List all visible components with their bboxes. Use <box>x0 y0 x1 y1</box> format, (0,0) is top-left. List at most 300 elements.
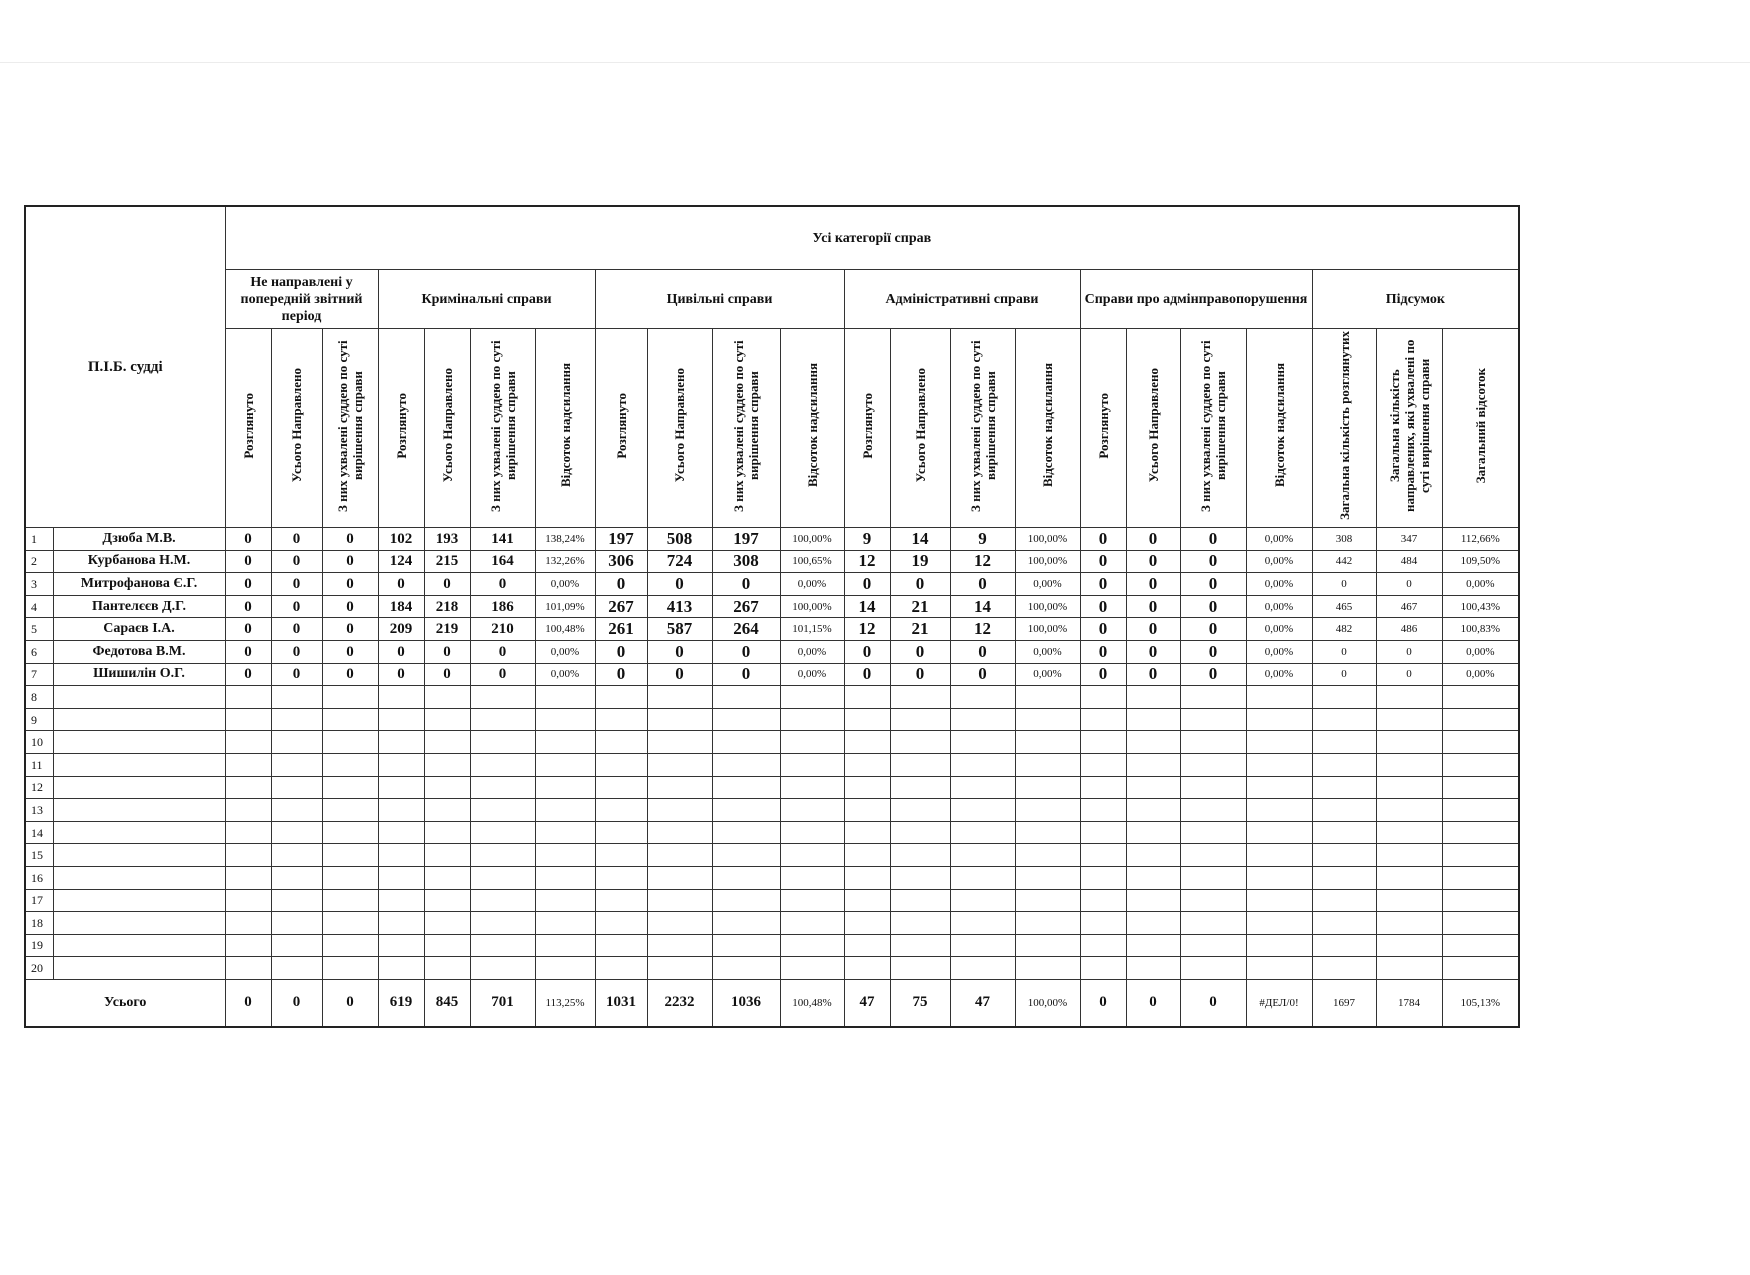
judge-name: Федотова В.М. <box>53 640 225 663</box>
table-cell <box>271 934 322 957</box>
table-cell: 0 <box>1180 528 1246 551</box>
table-row <box>25 550 1519 573</box>
column-header <box>1312 329 1376 528</box>
table-cell <box>1442 731 1519 754</box>
table-cell <box>1015 889 1080 912</box>
table-cell: 0 <box>1180 595 1246 618</box>
table-cell <box>1442 776 1519 799</box>
table-cell <box>712 776 780 799</box>
judge-name: Пантелєєв Д.Г. <box>53 595 225 618</box>
table-cell <box>595 912 647 935</box>
table-cell <box>950 821 1015 844</box>
table-cell <box>378 753 424 776</box>
table-cell: 306 <box>595 550 647 573</box>
table-cell <box>780 776 844 799</box>
table-cell <box>780 889 844 912</box>
table-cell <box>1312 731 1376 754</box>
table-cell <box>1442 686 1519 709</box>
table-cell <box>1312 912 1376 935</box>
table-cell <box>844 934 890 957</box>
table-row <box>25 640 1519 663</box>
table-cell <box>1015 708 1080 731</box>
table-cell <box>1246 934 1312 957</box>
table-cell <box>595 731 647 754</box>
table-cell <box>712 889 780 912</box>
column-header-label: Розглянуто <box>393 392 409 459</box>
table-cell <box>1180 889 1246 912</box>
group-header: Кримінальні справи <box>378 270 595 329</box>
table-cell: 0,00% <box>1015 663 1080 686</box>
table-cell <box>225 753 271 776</box>
table-cell <box>1180 912 1246 935</box>
table-cell: 261 <box>595 618 647 641</box>
table-cell <box>378 799 424 822</box>
table-cell <box>1246 708 1312 731</box>
table-cell <box>1312 753 1376 776</box>
table-cell: 109,50% <box>1442 550 1519 573</box>
table-cell <box>1080 799 1126 822</box>
table-cell: 9 <box>844 528 890 551</box>
table-cell <box>424 731 470 754</box>
table-row <box>25 573 1519 596</box>
table-cell <box>322 866 378 889</box>
table-cell <box>424 912 470 935</box>
table-cell: 0 <box>225 640 271 663</box>
table-cell: 0,00% <box>1442 663 1519 686</box>
group-header: Справи про адмінправопорушення <box>1080 270 1312 329</box>
table-cell <box>890 821 950 844</box>
table-cell: 0 <box>322 595 378 618</box>
total-cell: 701 <box>470 979 535 1027</box>
column-header <box>844 329 890 528</box>
table-cell <box>712 799 780 822</box>
row-number: 17 <box>25 889 53 912</box>
table-cell: 209 <box>378 618 424 641</box>
table-cell <box>470 731 535 754</box>
table-cell <box>322 776 378 799</box>
table-cell <box>647 753 712 776</box>
column-header-label: Усього Направлено <box>439 368 455 483</box>
row-number: 13 <box>25 799 53 822</box>
table-cell <box>1246 753 1312 776</box>
column-header <box>271 329 322 528</box>
table-cell <box>535 912 595 935</box>
table-cell: 0 <box>1126 618 1180 641</box>
table-cell: 0,00% <box>1246 640 1312 663</box>
table-cell: 442 <box>1312 550 1376 573</box>
table-cell: 0,00% <box>1246 618 1312 641</box>
table-cell: 0 <box>424 663 470 686</box>
row-number: 15 <box>25 844 53 867</box>
table-cell <box>595 934 647 957</box>
total-cell: 75 <box>890 979 950 1027</box>
table-cell: 0 <box>470 573 535 596</box>
column-header <box>322 329 378 528</box>
table-cell <box>322 753 378 776</box>
table-cell <box>535 731 595 754</box>
table-cell <box>890 957 950 980</box>
table-cell <box>470 934 535 957</box>
table-cell: 587 <box>647 618 712 641</box>
table-cell <box>1376 776 1442 799</box>
table-row <box>25 957 1519 980</box>
table-cell: 100,00% <box>780 528 844 551</box>
column-header <box>890 329 950 528</box>
table-cell: 100,43% <box>1442 595 1519 618</box>
table-cell <box>470 776 535 799</box>
table-cell: 0 <box>271 640 322 663</box>
table-cell: 0 <box>712 640 780 663</box>
table-cell: 0 <box>271 663 322 686</box>
table-cell <box>647 889 712 912</box>
table-cell <box>1246 844 1312 867</box>
table-cell <box>271 889 322 912</box>
table-cell: 0 <box>1180 618 1246 641</box>
table-cell <box>1126 889 1180 912</box>
column-header-label: Усього Направлено <box>1145 368 1161 483</box>
table-cell <box>890 844 950 867</box>
table-cell <box>890 934 950 957</box>
column-header <box>780 329 844 528</box>
table-cell <box>780 686 844 709</box>
table-cell: 12 <box>844 550 890 573</box>
table-cell <box>378 844 424 867</box>
total-label: Усього <box>25 979 225 1027</box>
table-cell: 100,48% <box>535 618 595 641</box>
table-cell <box>1126 753 1180 776</box>
table-cell <box>1180 799 1246 822</box>
table-cell: 21 <box>890 618 950 641</box>
table-cell <box>844 957 890 980</box>
table-cell <box>378 957 424 980</box>
table-cell <box>595 957 647 980</box>
judge-name <box>53 686 225 709</box>
table-cell: 100,83% <box>1442 618 1519 641</box>
table-cell: 0 <box>1180 550 1246 573</box>
table-cell: 0 <box>1312 640 1376 663</box>
table-cell <box>595 799 647 822</box>
table-cell <box>470 686 535 709</box>
row-number: 12 <box>25 776 53 799</box>
table-cell: 197 <box>595 528 647 551</box>
judges-report-table <box>24 205 1520 1028</box>
table-cell <box>1080 889 1126 912</box>
table-cell: 0 <box>712 573 780 596</box>
table-cell: 0 <box>322 550 378 573</box>
table-cell <box>1442 799 1519 822</box>
table-cell: 164 <box>470 550 535 573</box>
column-header-label: Загальна кількість направлених, які ухвалені по суті вирішення справи <box>1386 339 1432 512</box>
column-header <box>712 329 780 528</box>
row-number: 16 <box>25 866 53 889</box>
table-cell: 0 <box>271 528 322 551</box>
table-cell <box>535 934 595 957</box>
table-cell <box>378 821 424 844</box>
table-cell <box>1312 821 1376 844</box>
table-cell <box>1126 912 1180 935</box>
table-cell: 0 <box>225 573 271 596</box>
table-cell <box>322 708 378 731</box>
table-cell: 0 <box>1080 595 1126 618</box>
table-cell: 0 <box>1180 663 1246 686</box>
column-header <box>950 329 1015 528</box>
table-cell <box>1126 957 1180 980</box>
table-cell <box>712 957 780 980</box>
table-cell: 0,00% <box>1246 528 1312 551</box>
column-header <box>470 329 535 528</box>
total-cell: 0 <box>1080 979 1126 1027</box>
table-cell <box>378 776 424 799</box>
table-cell <box>1015 731 1080 754</box>
table-cell <box>535 821 595 844</box>
table-cell: 0 <box>844 573 890 596</box>
total-cell: 0 <box>1180 979 1246 1027</box>
table-cell <box>378 686 424 709</box>
table-cell <box>378 889 424 912</box>
table-cell: 0 <box>322 640 378 663</box>
table-cell <box>780 912 844 935</box>
table-cell <box>950 844 1015 867</box>
table-cell <box>1126 866 1180 889</box>
judge-name: Курбанова Н.М. <box>53 550 225 573</box>
table-cell <box>424 934 470 957</box>
table-cell <box>1126 799 1180 822</box>
table-cell <box>378 912 424 935</box>
column-header-label: Відсоток надсилання <box>804 363 820 488</box>
table-cell <box>890 731 950 754</box>
judge-name <box>53 731 225 754</box>
table-cell <box>470 912 535 935</box>
column-header-label: З них ухвалені суддею по суті вирішення справи <box>335 339 365 512</box>
table-cell <box>595 776 647 799</box>
table-cell: 0,00% <box>535 640 595 663</box>
total-cell: #ДЕЛ/0! <box>1246 979 1312 1027</box>
table-cell <box>1376 912 1442 935</box>
table-cell <box>470 708 535 731</box>
table-cell: 484 <box>1376 550 1442 573</box>
table-cell <box>271 957 322 980</box>
table-cell <box>424 844 470 867</box>
table-cell <box>1015 821 1080 844</box>
total-cell: 1031 <box>595 979 647 1027</box>
table-cell: 0 <box>1126 663 1180 686</box>
table-cell <box>844 776 890 799</box>
table-cell <box>890 889 950 912</box>
total-cell: 0 <box>271 979 322 1027</box>
table-cell: 0,00% <box>1015 573 1080 596</box>
table-cell <box>378 731 424 754</box>
table-cell <box>1246 821 1312 844</box>
table-cell: 0,00% <box>1246 595 1312 618</box>
table-cell <box>1180 934 1246 957</box>
group-header: Не направлені у попередній звітний період <box>225 270 378 329</box>
table-cell: 0,00% <box>780 573 844 596</box>
table-cell <box>1246 686 1312 709</box>
table-cell <box>1442 866 1519 889</box>
judge-name <box>53 912 225 935</box>
table-cell: 482 <box>1312 618 1376 641</box>
table-cell: 0 <box>844 663 890 686</box>
table-cell <box>1312 957 1376 980</box>
table-cell <box>535 957 595 980</box>
table-cell <box>271 799 322 822</box>
table-cell: 0,00% <box>780 640 844 663</box>
table-cell <box>950 934 1015 957</box>
table-cell <box>470 889 535 912</box>
column-header <box>225 329 271 528</box>
table-cell: 0 <box>647 573 712 596</box>
table-cell: 0 <box>890 573 950 596</box>
table-cell: 0 <box>890 663 950 686</box>
table-cell <box>950 708 1015 731</box>
table-cell <box>1246 866 1312 889</box>
table-cell: 0,00% <box>535 663 595 686</box>
table-cell: 0 <box>1080 573 1126 596</box>
column-header <box>595 329 647 528</box>
judge-name <box>53 957 225 980</box>
table-cell <box>595 866 647 889</box>
table-cell <box>470 821 535 844</box>
table-cell <box>647 799 712 822</box>
table-cell <box>1180 731 1246 754</box>
table-cell <box>950 957 1015 980</box>
table-cell: 0,00% <box>1442 573 1519 596</box>
total-cell: 47 <box>844 979 890 1027</box>
table-cell <box>322 934 378 957</box>
table-cell: 0 <box>1126 573 1180 596</box>
table-cell <box>1015 753 1080 776</box>
table-cell <box>1442 708 1519 731</box>
total-cell: 100,48% <box>780 979 844 1027</box>
row-number: 20 <box>25 957 53 980</box>
total-cell: 105,13% <box>1442 979 1519 1027</box>
table-cell <box>712 821 780 844</box>
table-cell: 186 <box>470 595 535 618</box>
table-cell <box>950 753 1015 776</box>
table-cell: 215 <box>424 550 470 573</box>
column-header-label: Відсоток надсилання <box>1040 363 1055 488</box>
table-cell: 14 <box>844 595 890 618</box>
table-cell <box>535 753 595 776</box>
table-cell <box>424 889 470 912</box>
table-cell <box>1080 844 1126 867</box>
table-cell <box>844 753 890 776</box>
table-cell <box>950 731 1015 754</box>
table-cell <box>780 844 844 867</box>
table-cell <box>647 731 712 754</box>
table-cell <box>1126 821 1180 844</box>
table-cell <box>1080 731 1126 754</box>
table-cell <box>1442 821 1519 844</box>
table-cell: 0 <box>647 640 712 663</box>
group-header: Підсумок <box>1312 270 1519 329</box>
table-cell: 184 <box>378 595 424 618</box>
table-cell <box>1126 686 1180 709</box>
row-number: 3 <box>25 573 53 596</box>
group-header: Адміністративні справи <box>844 270 1080 329</box>
table-cell: 308 <box>712 550 780 573</box>
table-cell <box>322 889 378 912</box>
table-row <box>25 528 1519 551</box>
table-cell <box>1376 821 1442 844</box>
table-cell: 0 <box>378 663 424 686</box>
table-cell: 347 <box>1376 528 1442 551</box>
column-header <box>1080 329 1126 528</box>
table-cell <box>712 866 780 889</box>
table-cell <box>1246 776 1312 799</box>
table-cell <box>780 731 844 754</box>
column-header-label: Усього Направлено <box>289 368 304 483</box>
table-cell: 0,00% <box>1246 573 1312 596</box>
table-cell <box>1080 866 1126 889</box>
table-cell <box>780 708 844 731</box>
table-cell: 0,00% <box>1015 640 1080 663</box>
table-cell <box>225 821 271 844</box>
table-row <box>25 866 1519 889</box>
table-cell: 0,00% <box>1442 640 1519 663</box>
table-cell <box>844 866 890 889</box>
table-cell <box>424 776 470 799</box>
judge-name: Митрофанова Є.Г. <box>53 573 225 596</box>
table-cell: 0 <box>271 573 322 596</box>
judge-name <box>53 844 225 867</box>
table-cell: 413 <box>647 595 712 618</box>
table-cell <box>1180 844 1246 867</box>
total-cell: 1784 <box>1376 979 1442 1027</box>
column-header-row <box>25 329 1519 528</box>
table-cell <box>225 912 271 935</box>
table-cell <box>890 912 950 935</box>
table-cell: 0 <box>712 663 780 686</box>
table-cell <box>1080 912 1126 935</box>
table-cell <box>1080 708 1126 731</box>
row-number: 18 <box>25 912 53 935</box>
table-cell <box>271 866 322 889</box>
table-cell <box>424 866 470 889</box>
table-cell <box>225 844 271 867</box>
table-cell <box>1015 799 1080 822</box>
table-cell <box>780 821 844 844</box>
table-cell: 132,26% <box>535 550 595 573</box>
judge-name-header: П.І.Б. судді <box>25 206 225 528</box>
table-cell <box>1376 799 1442 822</box>
table-cell: 0 <box>322 663 378 686</box>
column-header <box>1376 329 1442 528</box>
table-cell <box>595 708 647 731</box>
judge-name <box>53 753 225 776</box>
row-number: 9 <box>25 708 53 731</box>
row-number: 4 <box>25 595 53 618</box>
table-cell <box>1126 934 1180 957</box>
table-cell: 197 <box>712 528 780 551</box>
table-cell <box>1376 731 1442 754</box>
table-cell: 0 <box>1312 663 1376 686</box>
table-cell: 0 <box>1080 550 1126 573</box>
table-row <box>25 753 1519 776</box>
table-cell <box>647 776 712 799</box>
table-cell: 0 <box>950 663 1015 686</box>
table-cell: 0 <box>647 663 712 686</box>
column-header-label: З них ухвалені суддею по суті вирішення справи <box>487 339 518 512</box>
table-row <box>25 889 1519 912</box>
judge-name <box>53 776 225 799</box>
table-cell <box>780 934 844 957</box>
judge-name <box>53 934 225 957</box>
table-cell <box>1246 731 1312 754</box>
table-row <box>25 821 1519 844</box>
table-cell: 100,00% <box>1015 618 1080 641</box>
table-cell <box>1312 686 1376 709</box>
